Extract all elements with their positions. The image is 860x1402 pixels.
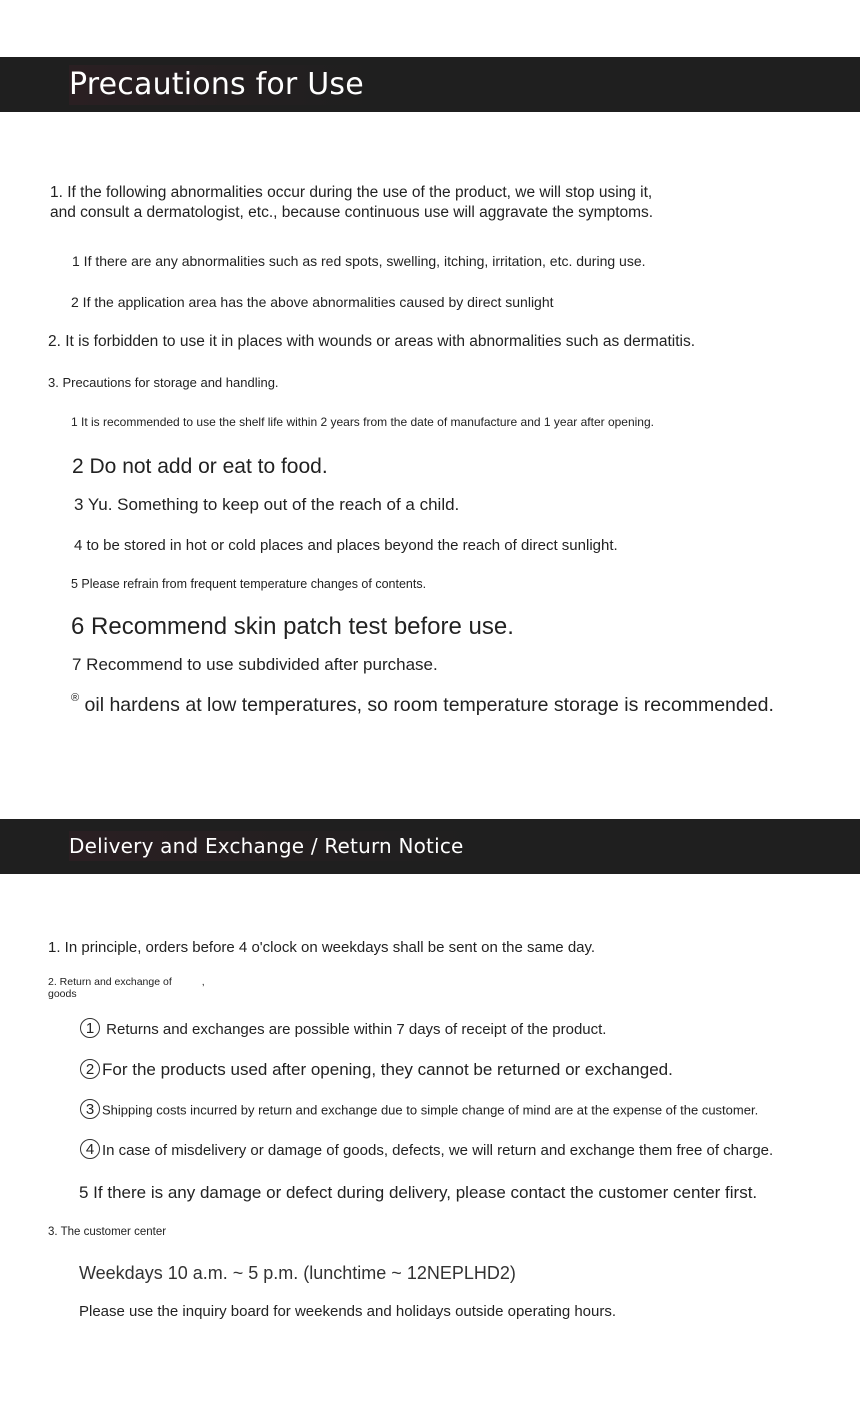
circled-number-4: 4 <box>80 1139 100 1159</box>
storage-item-6: 6 Recommend skin patch test before use. <box>71 613 514 640</box>
return-item-2 <box>80 1060 673 1081</box>
storage-item-1: 1 It is recommended to use the shelf life within 2 years from the date of manufacture and 1 year after opening. <box>71 415 654 429</box>
delivery-item-3: 3. The customer center <box>48 1226 167 1238</box>
storage-item-2: 2 Do not add or eat to food. <box>72 455 328 478</box>
delivery-item-2-comma: , <box>201 976 205 988</box>
return-item-4-text: In case of misdelivery or damage of goods, defects, we will return and exchange them free of charge. <box>102 1141 774 1159</box>
return-item-5: 5 If there is any damage or defect during delivery, please contact the customer center first. <box>79 1183 758 1202</box>
storage-item-8-text: oil hardens at low temperatures, so room temperature storage is recommended. <box>84 694 774 716</box>
precaution-item-3: 3. Precautions for storage and handling. <box>48 375 279 390</box>
storage-item-4: 4 to be stored in hot or cold places and places beyond the reach of direct sunlight. <box>74 537 618 554</box>
return-item-2-text: For the products used after opening, they cannot be returned or exchanged. <box>102 1060 673 1079</box>
circled-number-3: 3 <box>80 1099 100 1119</box>
precaution-item-1-line-2: and consult a dermatologist, etc., because continuous use will aggravate the symptoms. <box>50 204 654 221</box>
storage-item-3: 3 Yu. Something to keep out of the reach of a child. <box>74 495 460 514</box>
customer-center-hours: Weekdays 10 a.m. ~ 5 p.m. (lunchtime ~ 12NEPLHD2) <box>79 1263 516 1283</box>
return-item-3 <box>80 1101 758 1121</box>
delivery-header-banner <box>0 819 860 874</box>
precautions-title: Precautions for Use <box>69 65 370 105</box>
precautions-header-banner <box>0 57 860 112</box>
registered-mark: ® <box>71 692 80 704</box>
circled-number-2: 2 <box>80 1059 100 1079</box>
return-item-1 <box>80 1020 606 1040</box>
storage-item-7: 7 Recommend to use subdivided after purchase. <box>72 655 438 674</box>
precaution-item-1-line-1: 1. If the following abnormalities occur during the use of the product, we will stop using it, <box>50 184 653 201</box>
precaution-sub-item-1: 1 If there are any abnormalities such as red spots, swelling, itching, irritation, etc. during use. <box>72 253 646 269</box>
return-item-1-text: Returns and exchanges are possible within 7 days of receipt of the product. <box>106 1020 607 1038</box>
precaution-sub-item-2: 2 If the application area has the above abnormalities caused by direct sunlight <box>71 294 554 310</box>
delivery-item-2 <box>48 976 205 989</box>
precaution-item-2: 2. It is forbidden to use it in places with wounds or areas with abnormalities such as dermatitis. <box>48 333 696 350</box>
delivery-title: Delivery and Exchange / Return Notice <box>69 831 470 861</box>
circled-number-1: 1 <box>80 1018 100 1038</box>
delivery-item-1: 1. In principle, orders before 4 o'clock on weekdays shall be sent on the same day. <box>48 939 596 956</box>
storage-item-5: 5 Please refrain from frequent temperature changes of contents. <box>71 577 427 591</box>
delivery-item-2-line-1: 2. Return and exchange of <box>48 976 172 988</box>
storage-item-8 <box>71 694 774 717</box>
return-item-4 <box>80 1141 773 1161</box>
delivery-item-2-line-2: goods <box>48 988 77 1000</box>
customer-center-holiday-note: Please use the inquiry board for weekends and holidays outside operating hours. <box>79 1303 617 1320</box>
return-item-3-text: Shipping costs incurred by return and exchange due to simple change of mind are at the expense of the customer. <box>102 1102 759 1118</box>
